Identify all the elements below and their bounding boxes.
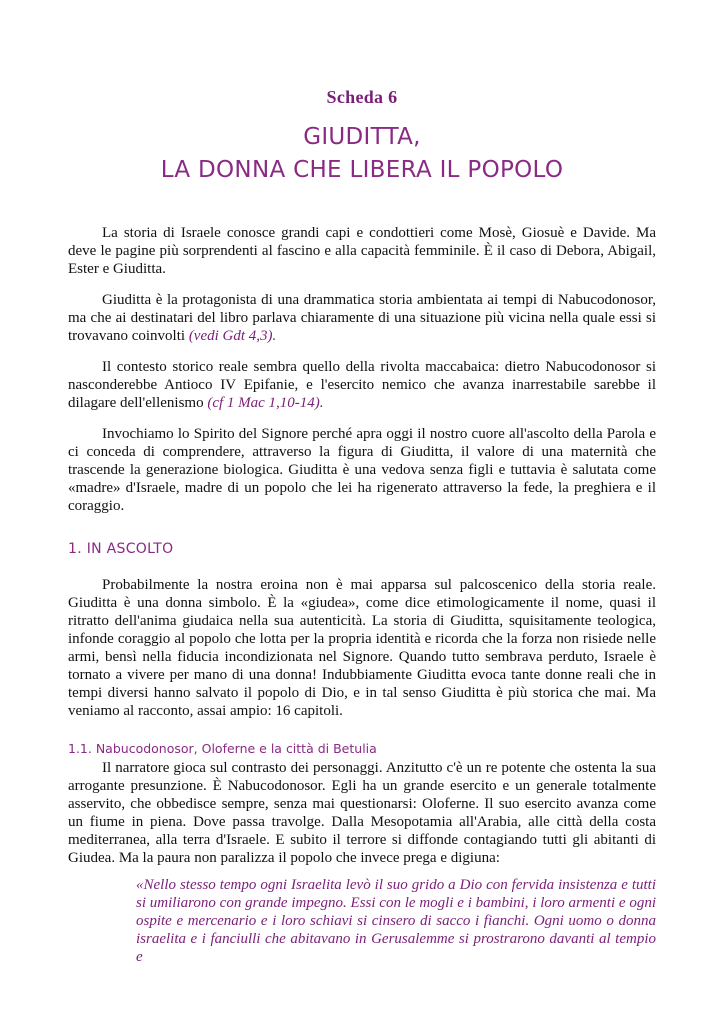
intro-paragraph-3-text: Il contesto storico reale sembra quello della rivolta maccabaica: dietro Nabucodonosor si nasconderebbe Antioco IV Epifanie, e l'esercito nemico che avanza inarrestabile sarebbe il dilagare dell'ellenismo <box>68 359 656 411</box>
intro-paragraph-4: Invochiamo lo Spirito del Signore perché apra oggi il nostro cuore all'ascolto della Parola e ci conceda di comprendere, attraverso la figura di Giuditta, il valore di una maternità che trascende la generazione biologica. Giuditta è una vedova senza figli e tuttavia è salutata come «madre» d'Israele, madre di un popolo che lei ha rigenerato attraverso la fede, la preghiera e il coraggio. <box>68 426 656 514</box>
page-title-line1: GIUDITTA, <box>303 124 421 150</box>
scripture-reference: (cf 1 Mac 1,10-14). <box>207 395 324 411</box>
scripture-quote: «Nello stesso tempo ogni Israelita levò il suo grido a Dio con fervida insistenza e tutti si umiliarono con grande impegno. Essi con le mogli e i bambini, i loro armenti e ogni ospite e mercenario e i loro schiavi si cinsero di sacco i fianchi. Ogni uomo o donna israelita e i fanciulli che abitavano in Gerusalemme si prostrarono davanti al tempio e <box>136 877 656 965</box>
section1-paragraph: Probabilmente la nostra eroina non è mai apparsa sul palcoscenico della storia reale. Giuditta è una donna simbolo. È la «giudea», come dice etimologicamente il nome, quasi il ritratto dell'anima giudaica nella sua autenticità. La storia di Giuditta, squisitamente teologica, infonde coraggio al popolo che lotta per la propria identità e ricorda che la forza non risiede nelle armi, bensì nella fiducia incondizionata nel Signore. Quando tutto sembrava perduto, Israele è tornato a vivere per mano di una donna! Indubbiamente Giuditta evoca tante donne reali che in tempi diversi hanno salvato il popolo di Dio, e in tal senso Giuditta è più storica che mai. Ma veniamo al racconto, assai ampio: 16 capitoli. <box>68 577 656 719</box>
scripture-reference: (vedi Gdt 4,3). <box>188 328 277 344</box>
subsection-heading: 1.1. Nabucodonosor, Oloferne e la città di Betulia <box>68 741 377 756</box>
intro-paragraph-3 <box>68 358 656 412</box>
page-title-line2: LA DONNA CHE LIBERA IL POPOLO <box>160 157 564 183</box>
intro-paragraph-2-text: Giuditta è la protagonista di una drammatica storia ambientata ai tempi di Nabucodonosor, ma che ai destinatari del libro parlava chiaramente di una situazione più vicina nella quale essi si trovavano coinvolti <box>68 292 656 344</box>
intro-paragraph-1: La storia di Israele conosce grandi capi e condottieri come Mosè, Giosuè e Davide. Ma deve le pagine più sorprendenti al fascino e alla capacità femminile. È il caso di Debora, Abigail, Ester e Giuditta. <box>68 225 656 277</box>
subsection-paragraph: Il narratore gioca sul contrasto dei personaggi. Anzitutto c'è un re potente che ostenta la sua arrogante presunzione. È Nabucodonosor. Egli ha un grande esercito e un generale totalmente asservito, che obbedisce sempre, senza mai questionarsi: Oloferne. Il suo esercito avanza come un fiume in piena. Dove passa travolge. Dalla Mesopotamia all'Arabia, alle città della costa mediterranea, alla terra d'Israele. E subito il terrore si diffonde contagiando tutti gli abitanti di Giudea. Ma la paura non paralizza il popolo che invece prega e digiuna: <box>68 760 656 866</box>
scheda-label: Scheda 6 <box>326 87 398 107</box>
section-heading-in-ascolto: 1. IN ASCOLTO <box>68 541 174 557</box>
intro-paragraph-2 <box>68 291 656 345</box>
